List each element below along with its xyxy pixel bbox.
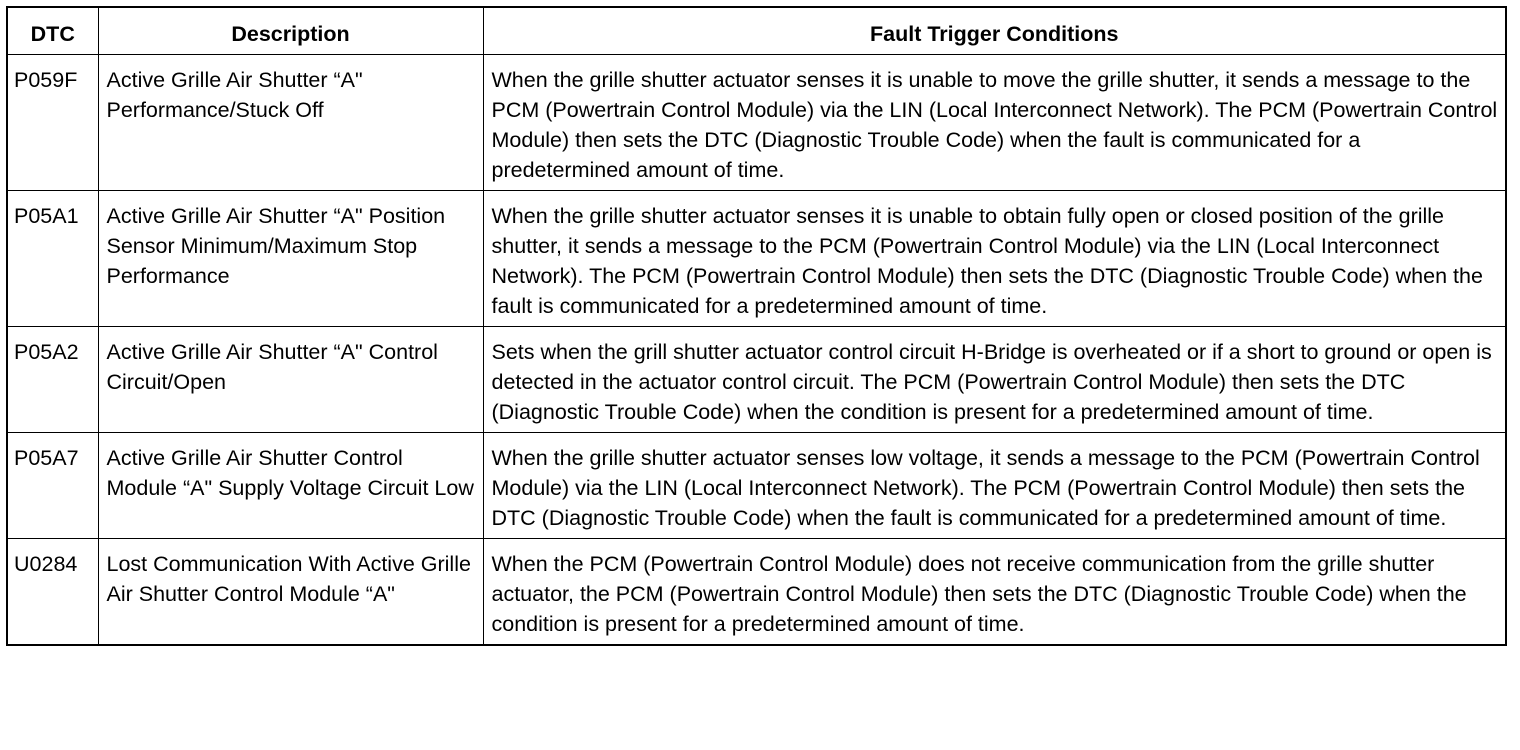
fault-trigger-conditions: Sets when the grill shutter actuator control circuit H-Bridge is overheated or if a short to ground or open is detected in the actuator control circuit. The PCM (Powertrain Control Module) then sets the DTC (Diagnostic Trouble Code) when the condition is present for a predetermined amount of time. xyxy=(483,327,1506,433)
header-description: Description xyxy=(98,7,483,55)
table-row xyxy=(7,191,1506,327)
dtc-code: P05A2 xyxy=(7,327,98,433)
fault-trigger-conditions: When the grille shutter actuator senses it is unable to obtain fully open or closed position of the grille shutter, it sends a message to the PCM (Powertrain Control Module) via the LIN (Local Interconnect Network). The PCM (Powertrain Control Module) then sets the DTC (Diagnostic Trouble Code) when the fault is communicated for a predetermined amount of time. xyxy=(483,191,1506,327)
dtc-description: Active Grille Air Shutter “A" Position Sensor Minimum/Maximum Stop Performance xyxy=(98,191,483,327)
dtc-code: U0284 xyxy=(7,539,98,646)
fault-trigger-conditions: When the PCM (Powertrain Control Module) does not receive communication from the grille shutter actuator, the PCM (Powertrain Control Module) then sets the DTC (Diagnostic Trouble Code) when the condition is present for a predetermined amount of time. xyxy=(483,539,1506,646)
header-row xyxy=(7,7,1506,55)
table-header xyxy=(7,7,1506,55)
fault-trigger-conditions: When the grille shutter actuator senses it is unable to move the grille shutter, it sends a message to the PCM (Powertrain Control Module) via the LIN (Local Interconnect Network). The PCM (Powertrain Control Module) then sets the DTC (Diagnostic Trouble Code) when the fault is communicated for a predetermined amount of time. xyxy=(483,55,1506,191)
dtc-description: Active Grille Air Shutter “A" Performance/Stuck Off xyxy=(98,55,483,191)
dtc-description: Lost Communication With Active Grille Air Shutter Control Module “A" xyxy=(98,539,483,646)
dtc-code: P05A7 xyxy=(7,433,98,539)
fault-trigger-conditions: When the grille shutter actuator senses low voltage, it sends a message to the PCM (Powertrain Control Module) via the LIN (Local Interconnect Network). The PCM (Powertrain Control Module) then sets the DTC (Diagnostic Trouble Code) when the fault is communicated for a predetermined amount of time. xyxy=(483,433,1506,539)
table-row xyxy=(7,327,1506,433)
table-body xyxy=(7,55,1506,646)
table-row xyxy=(7,433,1506,539)
dtc-description: Active Grille Air Shutter “A" Control Circuit/Open xyxy=(98,327,483,433)
header-dtc: DTC xyxy=(7,7,98,55)
dtc-table xyxy=(6,6,1507,646)
dtc-description: Active Grille Air Shutter Control Module “A" Supply Voltage Circuit Low xyxy=(98,433,483,539)
table-row xyxy=(7,55,1506,191)
table-row xyxy=(7,539,1506,646)
dtc-code: P05A1 xyxy=(7,191,98,327)
header-conditions: Fault Trigger Conditions xyxy=(483,7,1506,55)
dtc-code: P059F xyxy=(7,55,98,191)
